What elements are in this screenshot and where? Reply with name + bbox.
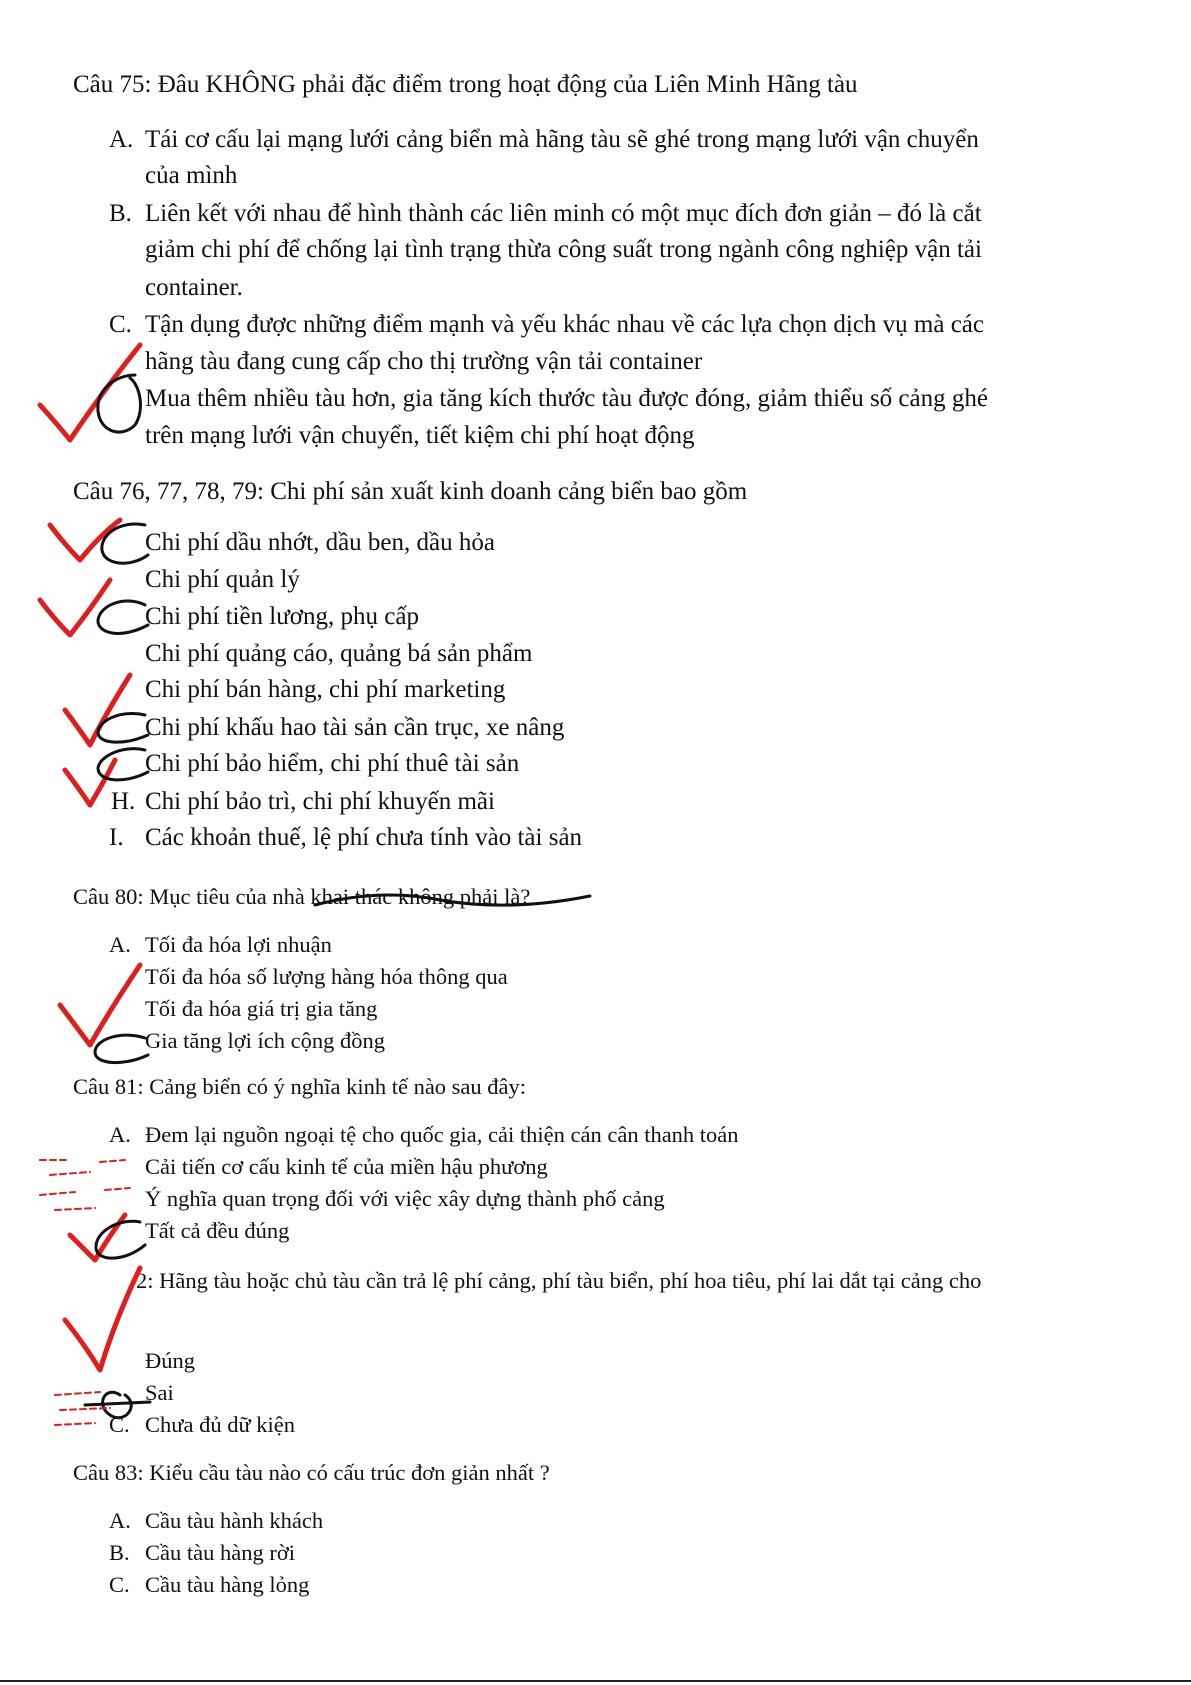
option-letter: A. bbox=[109, 932, 131, 957]
option-letter: C. bbox=[109, 311, 132, 338]
option-line: Ý nghĩa quan trọng đối với việc xây dựng thành phố cảng bbox=[145, 1186, 665, 1211]
red-checkmark-icon bbox=[60, 965, 140, 1045]
black-circle-icon bbox=[98, 601, 148, 633]
option-letter: I. bbox=[109, 824, 124, 851]
question-title-76-79: Câu 76, 77, 78, 79: Chi phí sản xuất kinh doanh cảng biển bao gồm bbox=[73, 478, 748, 505]
red-checkmark-icon bbox=[50, 520, 120, 560]
question-title-81: Câu 81: Cảng biển có ý nghĩa kinh tế nào sau đây: bbox=[73, 1074, 527, 1099]
option-line: Cải tiến cơ cấu kinh tế của miền hậu phương bbox=[145, 1154, 548, 1179]
black-circle-icon bbox=[96, 1221, 145, 1258]
option-line: Đem lại nguồn ngoại tệ cho quốc gia, cải thiện cán cân thanh toán bbox=[145, 1122, 739, 1147]
option-line: Chi phí quảng cáo, quảng bá sản phẩm bbox=[145, 640, 533, 667]
option-line: Cầu tàu hàng rời bbox=[145, 1540, 295, 1565]
red-checkmark-icon bbox=[65, 675, 130, 745]
option-line: Mua thêm nhiều tàu hơn, gia tăng kích thước tàu được đóng, giảm thiểu số cảng ghé bbox=[145, 385, 988, 412]
red-checkmark-icon bbox=[40, 580, 110, 635]
option-line: Cầu tàu hành khách bbox=[145, 1508, 324, 1533]
question-title-83: Câu 83: Kiểu cầu tàu nào có cấu trúc đơn giản nhất ? bbox=[73, 1460, 550, 1485]
option-line: Chưa đủ dữ kiện bbox=[145, 1412, 295, 1437]
option-line: Sai bbox=[145, 1380, 174, 1405]
red-scribble bbox=[55, 1392, 110, 1425]
red-checkmark-icon bbox=[65, 1268, 140, 1370]
option-line: Tận dụng được những điểm mạnh và yếu khác nhau về các lựa chọn dịch vụ mà các bbox=[145, 311, 984, 338]
option-line: Chi phí bảo hiểm, chi phí thuê tài sản bbox=[145, 750, 520, 777]
red-scribble bbox=[40, 1160, 130, 1210]
option-line: Các khoản thuế, lệ phí chưa tính vào tài sản bbox=[145, 824, 583, 851]
option-line: Liên kết với nhau để hình thành các liên minh có một mục đích đơn giản – đó là cắt bbox=[145, 200, 982, 227]
option-letter: A. bbox=[109, 126, 134, 153]
option-letter: B. bbox=[109, 200, 132, 227]
option-line: Tối đa hóa số lượng hàng hóa thông qua bbox=[145, 964, 508, 989]
option-line: Chi phí quản lý bbox=[145, 566, 300, 593]
option-line: trên mạng lưới vận chuyển, tiết kiệm chi phí hoạt động bbox=[145, 422, 695, 449]
option-letter: A. bbox=[109, 1122, 131, 1147]
option-line: Đúng bbox=[145, 1348, 195, 1373]
black-circle-icon bbox=[95, 1035, 148, 1062]
option-line: hãng tàu đang cung cấp cho thị trường vận tải container bbox=[145, 348, 703, 375]
question-title-82: 2: Hãng tàu hoặc chủ tàu cần trả lệ phí cảng, phí tàu biển, phí hoa tiêu, phí lai dắt tại cảng cho bbox=[136, 1268, 982, 1293]
option-line: Tái cơ cấu lại mạng lưới cảng biển mà hãng tàu sẽ ghé trong mạng lưới vận chuyển bbox=[145, 126, 979, 153]
black-circle-icon bbox=[102, 524, 148, 563]
option-line: Chi phí khấu hao tài sản cần trục, xe nâng bbox=[145, 714, 565, 741]
option-line: Chi phí bảo trì, chi phí khuyến mãi bbox=[145, 788, 495, 815]
red-checkmark-icon bbox=[70, 1215, 125, 1260]
option-letter: H. bbox=[111, 788, 136, 815]
red-checkmark-icon bbox=[65, 760, 115, 805]
option-line: Gia tăng lợi ích cộng đồng bbox=[145, 1028, 385, 1053]
black-circle-icon bbox=[98, 375, 141, 432]
option-line: của mình bbox=[145, 162, 238, 189]
option-line: Chi phí tiền lương, phụ cấp bbox=[145, 603, 419, 630]
option-line: Chi phí bán hàng, chi phí marketing bbox=[145, 676, 506, 703]
option-letter: C. bbox=[109, 1412, 130, 1437]
black-circle-icon bbox=[98, 749, 148, 780]
option-line: giảm chi phí để chống lại tình trạng thừa công suất trong ngành công nghiệp vận tải bbox=[145, 236, 982, 263]
question-title-80: Câu 80: Mục tiêu của nhà khai thác không phải là? bbox=[73, 884, 531, 909]
option-line: Cầu tàu hàng lỏng bbox=[145, 1572, 310, 1597]
option-line: Chi phí dầu nhớt, dầu ben, dầu hỏa bbox=[145, 529, 495, 556]
question-title-75: Câu 75: Đâu KHÔNG phải đặc điểm trong hoạt động của Liên Minh Hãng tàu bbox=[73, 71, 858, 98]
page-bottom-rule bbox=[0, 1680, 1191, 1682]
black-circle-icon bbox=[98, 714, 148, 743]
red-checkmark-icon bbox=[40, 345, 140, 440]
option-letter: B. bbox=[109, 1540, 130, 1565]
option-line: Tối đa hóa giá trị gia tăng bbox=[145, 996, 378, 1021]
option-line: container. bbox=[145, 274, 243, 301]
option-line: Tất cả đều đúng bbox=[145, 1218, 290, 1243]
option-letter: C. bbox=[109, 1572, 130, 1597]
option-letter: A. bbox=[109, 1508, 131, 1533]
option-line: Tối đa hóa lợi nhuận bbox=[145, 932, 332, 957]
